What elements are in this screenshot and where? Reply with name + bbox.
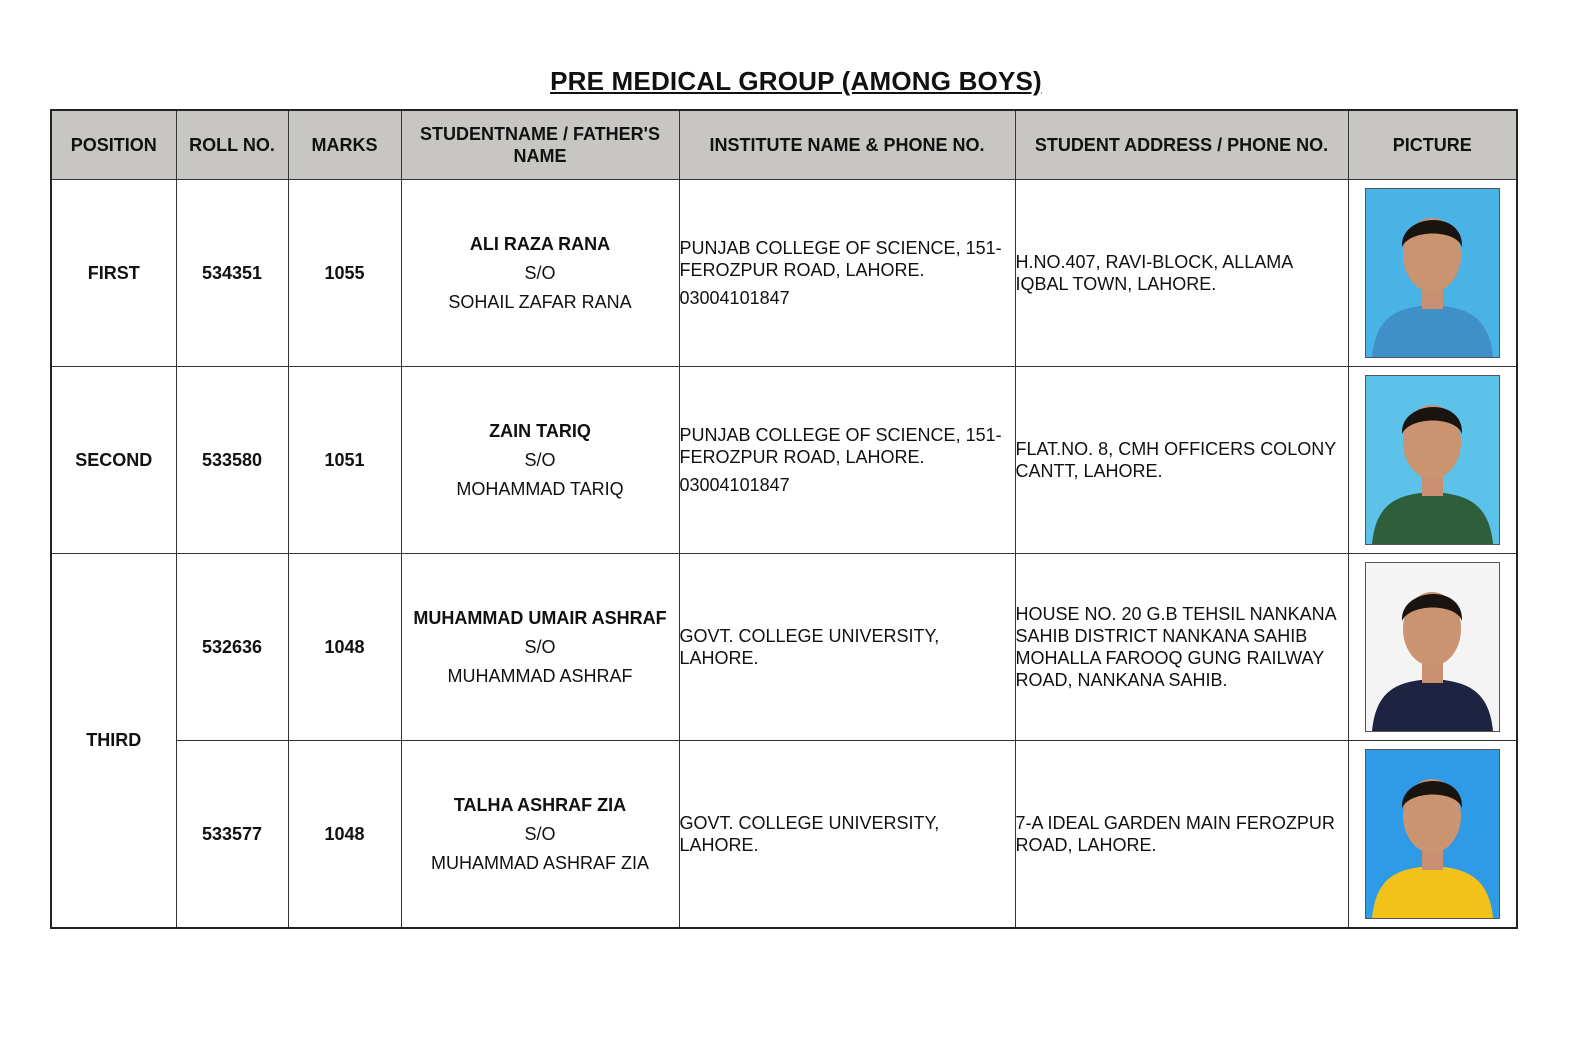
institute-name: PUNJAB COLLEGE OF SCIENCE, 151-FEROZPUR ROAD, LAHORE. xyxy=(679,425,1002,467)
student-photo xyxy=(1365,188,1500,358)
header-marks: MARKS xyxy=(288,110,401,180)
student-name: MUHAMMAD UMAIR ASHRAF xyxy=(413,607,667,628)
picture-cell xyxy=(1348,367,1517,554)
portrait-graphic xyxy=(1366,376,1499,544)
relation-label: S/O xyxy=(524,636,556,657)
header-institute: INSTITUTE NAME & PHONE NO. xyxy=(679,110,1015,180)
position-cell: FIRST xyxy=(51,180,176,367)
portrait-graphic xyxy=(1366,750,1499,918)
father-name: MUHAMMAD ASHRAF xyxy=(447,665,633,686)
address-cell: HOUSE NO. 20 G.B TEHSIL NANKANA SAHIB DISTRICT NANKANA SAHIB MOHALLA FAROOQ GUNG RAILWAY ROAD, NANKANA SAHIB. xyxy=(1015,554,1348,741)
marks-cell: 1051 xyxy=(288,367,401,554)
picture-cell xyxy=(1348,741,1517,929)
header-address: STUDENT ADDRESS / PHONE NO. xyxy=(1015,110,1348,180)
results-table xyxy=(50,109,1518,929)
picture-cell xyxy=(1348,554,1517,741)
picture-cell xyxy=(1348,180,1517,367)
student-name-cell xyxy=(401,367,679,554)
roll-no-cell: 533577 xyxy=(176,741,288,929)
relation-label: S/O xyxy=(524,262,556,283)
address-cell: H.NO.407, RAVI-BLOCK, ALLAMA IQBAL TOWN, LAHORE. xyxy=(1015,180,1348,367)
student-name-cell xyxy=(401,741,679,929)
roll-no-cell: 532636 xyxy=(176,554,288,741)
header-picture: PICTURE xyxy=(1348,110,1517,180)
header-row xyxy=(51,110,1517,180)
header-position: POSITION xyxy=(51,110,176,180)
student-photo xyxy=(1365,562,1500,732)
father-name: MUHAMMAD ASHRAF ZIA xyxy=(430,852,649,873)
student-name: TALHA ASHRAF ZIA xyxy=(453,794,627,815)
institute-phone: 03004101847 xyxy=(679,475,790,495)
portrait-graphic xyxy=(1366,189,1499,357)
header-student-name: STUDENTNAME / FATHER'S NAME xyxy=(401,110,679,180)
roll-no-cell: 533580 xyxy=(176,367,288,554)
institute-name: GOVT. COLLEGE UNIVERSITY, LAHORE. xyxy=(679,813,940,855)
marks-cell: 1048 xyxy=(288,741,401,929)
student-name: ALI RAZA RANA xyxy=(469,233,611,254)
institute-name: PUNJAB COLLEGE OF SCIENCE, 151-FEROZPUR ROAD, LAHORE. xyxy=(679,238,1002,280)
address-cell: FLAT.NO. 8, CMH OFFICERS COLONY CANTT, LAHORE. xyxy=(1015,367,1348,554)
student-photo xyxy=(1365,375,1500,545)
student-name-cell xyxy=(401,554,679,741)
institute-cell xyxy=(679,180,1015,367)
marks-cell: 1055 xyxy=(288,180,401,367)
institute-cell xyxy=(679,741,1015,929)
portrait-graphic xyxy=(1366,563,1499,731)
relation-label: S/O xyxy=(524,449,556,470)
institute-phone: 03004101847 xyxy=(679,288,790,308)
table-row xyxy=(51,367,1517,554)
table-row xyxy=(51,741,1517,929)
position-cell: THIRD xyxy=(51,554,176,929)
student-name-cell xyxy=(401,180,679,367)
table-row xyxy=(51,554,1517,741)
father-name: MOHAMMAD TARIQ xyxy=(456,478,624,499)
table-row xyxy=(51,180,1517,367)
relation-label: S/O xyxy=(524,823,556,844)
position-cell: SECOND xyxy=(51,367,176,554)
institute-cell xyxy=(679,367,1015,554)
marks-cell: 1048 xyxy=(288,554,401,741)
student-photo xyxy=(1365,749,1500,919)
address-cell: 7-A IDEAL GARDEN MAIN FEROZPUR ROAD, LAHORE. xyxy=(1015,741,1348,929)
page-title: PRE MEDICAL GROUP (AMONG BOYS) xyxy=(550,66,1042,96)
student-name: ZAIN TARIQ xyxy=(489,420,591,441)
header-roll-no: ROLL NO. xyxy=(176,110,288,180)
roll-no-cell: 534351 xyxy=(176,180,288,367)
institute-cell xyxy=(679,554,1015,741)
institute-name: GOVT. COLLEGE UNIVERSITY, LAHORE. xyxy=(679,626,940,668)
father-name: SOHAIL ZAFAR RANA xyxy=(448,291,632,312)
